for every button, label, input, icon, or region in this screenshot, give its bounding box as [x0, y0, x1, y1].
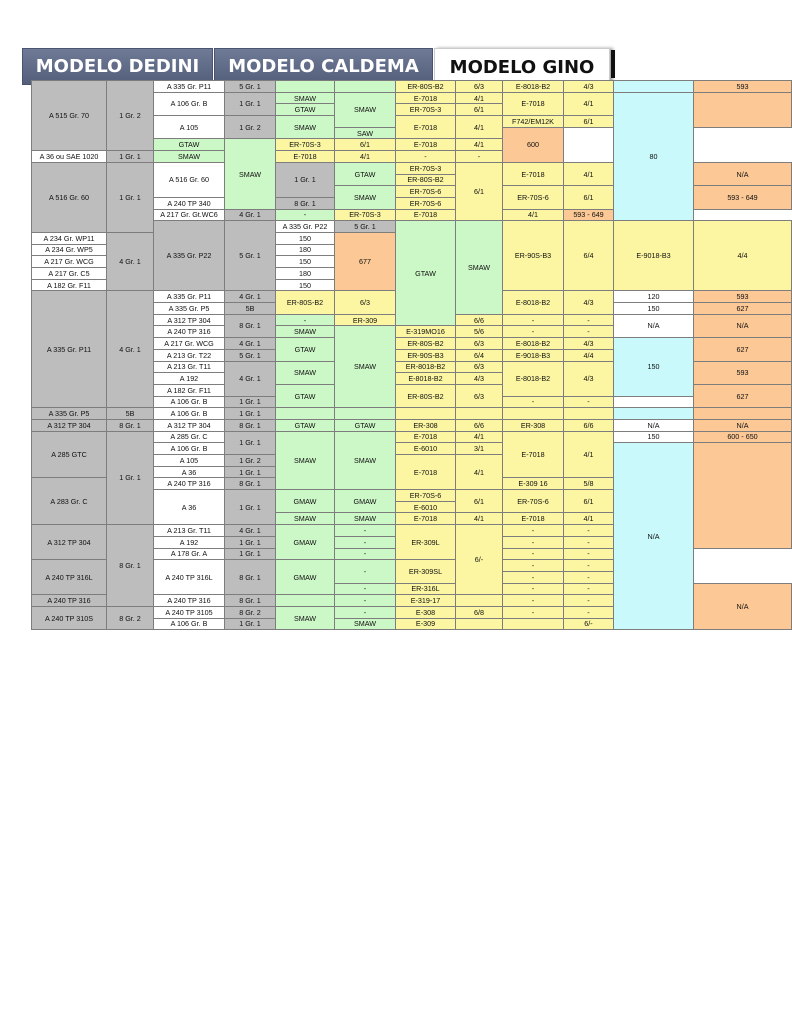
table-cell: E-6010 [396, 501, 456, 513]
table-cell: E-7018 [396, 513, 456, 525]
table-cell: 627 [694, 303, 792, 315]
table-cell: A 213 Gr. T11 [154, 525, 225, 537]
table-cell: - [503, 525, 564, 537]
table-cell: 1 Gr. 1 [225, 431, 276, 454]
table-cell: - [503, 326, 564, 338]
table-cell: - [503, 314, 564, 326]
table-cell [456, 408, 503, 420]
table-cell [694, 443, 792, 548]
table-cell: 1 Gr. 1 [225, 92, 276, 115]
table-cell: 8 Gr. 1 [225, 314, 276, 337]
table-row [32, 431, 792, 443]
table-cell: 6/1 [456, 162, 503, 220]
table-cell: SMAW [276, 116, 335, 139]
table-cell: - [564, 548, 614, 560]
table-cell: ER-70S-3 [276, 139, 335, 151]
table-cell: 150 [276, 256, 335, 268]
table-cell: 6/6 [564, 419, 614, 431]
table-cell: E-7018 [503, 162, 564, 185]
table-cell: E-7018 [396, 455, 456, 490]
table-cell: 8 Gr. 1 [107, 525, 154, 607]
table-cell: 150 [614, 338, 694, 396]
table-cell: 3/1 [456, 443, 503, 455]
table-cell: E-7018 [396, 116, 456, 139]
table-cell: A 234 Gr. WP11 [32, 232, 107, 244]
table-cell: - [503, 548, 564, 560]
table-cell: GTAW [396, 221, 456, 326]
table-cell: A 240 TP 340 [154, 197, 225, 209]
table-cell: SMAW [276, 92, 335, 104]
table-cell: SMAW [335, 618, 396, 630]
table-cell: A 335 Gr. P11 [154, 291, 225, 303]
table-cell: - [564, 396, 614, 408]
table-cell [456, 618, 503, 630]
table-cell: A 240 TP 316 [154, 595, 225, 607]
table-cell: - [396, 151, 456, 163]
tab-modelo-dedini[interactable]: MODELO DEDINI [22, 48, 213, 85]
table-cell: GTAW [154, 139, 225, 151]
table-cell: 4/4 [694, 221, 792, 291]
table-cell: A 515 Gr. 70 [32, 81, 107, 151]
table-cell: E-7018 [396, 431, 456, 443]
table-cell: E-7018 [503, 431, 564, 478]
table-cell: 6/- [564, 618, 614, 630]
table-cell: 4 Gr. 1 [225, 338, 276, 350]
table-cell: 4/3 [564, 291, 614, 314]
table-cell: - [276, 209, 335, 221]
table-cell: 1 Gr. 1 [225, 466, 276, 478]
table-cell: 4/3 [456, 373, 503, 385]
table-cell: 593 - 649 [694, 186, 792, 209]
table-cell: A 335 Gr. P5 [154, 303, 225, 315]
table-cell: 4/1 [456, 455, 503, 490]
table-cell: ER-309L [396, 525, 456, 560]
table-cell: E-8018-B2 [396, 373, 456, 385]
table-cell: SMAW [276, 431, 335, 489]
table-cell: A 516 Gr. 60 [154, 162, 225, 197]
table-cell: 600 - 650 [694, 431, 792, 443]
table-cell: - [564, 606, 614, 618]
table-cell: 6/4 [564, 221, 614, 291]
table-cell: 6/1 [564, 186, 614, 209]
table-cell: E-308 [396, 606, 456, 618]
table-cell: 8 Gr. 1 [225, 419, 276, 431]
table-cell: E-309 [396, 618, 456, 630]
table-cell: N/A [614, 314, 694, 337]
table-cell [694, 408, 792, 420]
table-cell: A 240 TP 3105 [154, 606, 225, 618]
table-cell: 4/1 [456, 139, 503, 151]
table-cell: 593 [694, 361, 792, 384]
table-cell: N/A [694, 419, 792, 431]
table-cell: 1 Gr. 1 [225, 490, 276, 525]
table-cell [503, 618, 564, 630]
table-cell: A 240 TP 316L [154, 560, 225, 595]
table-cell: 8 Gr. 1 [276, 197, 335, 209]
table-cell: A 105 [154, 455, 225, 467]
table-cell: E-7018 [503, 513, 564, 525]
table-cell: A 335 Gr. P11 [154, 81, 225, 93]
table-cell: SMAW [276, 326, 335, 338]
table-cell: SMAW [335, 326, 396, 408]
table-cell: A 213 Gr. T11 [154, 361, 225, 373]
table-cell: 6/- [456, 525, 503, 595]
table-cell: 6/3 [456, 338, 503, 350]
table-row [32, 419, 792, 431]
table-cell: 600 [503, 127, 564, 162]
table-cell: 6/3 [335, 291, 396, 314]
table-cell: A 335 Gr. P11 [32, 291, 107, 408]
table-cell: A 217 Gr. WCG [32, 256, 107, 268]
table-cell: 6/6 [456, 314, 503, 326]
table-cell: 6/3 [456, 361, 503, 373]
table-cell: 4 Gr. 1 [225, 291, 276, 303]
table-cell: 4/1 [564, 92, 614, 115]
table-cell: A 106 Gr. B [154, 396, 225, 408]
table-cell [276, 595, 335, 607]
table-cell: A 240 TP 316 [154, 326, 225, 338]
table-cell: SMAW [335, 92, 396, 127]
table-row [32, 408, 792, 420]
table-cell [276, 81, 335, 93]
table-cell [456, 595, 503, 607]
table-cell [614, 81, 694, 93]
table-cell [276, 408, 335, 420]
table-cell: GTAW [335, 419, 396, 431]
table-cell: 1 Gr. 1 [107, 162, 154, 232]
table-cell: E-7018 [503, 92, 564, 115]
table-cell: 4/1 [564, 431, 614, 478]
table-cell: 5 Gr. 1 [225, 349, 276, 361]
table-cell: ER-309SL [396, 560, 456, 583]
table-cell: - [503, 560, 564, 572]
table-cell: - [503, 396, 564, 408]
table-cell: 593 [694, 81, 792, 93]
table-cell: N/A [614, 443, 694, 630]
table-cell: - [564, 525, 614, 537]
table-cell: SMAW [335, 186, 396, 209]
table-cell: SMAW [154, 151, 225, 163]
table-cell: 8 Gr. 1 [225, 478, 276, 490]
table-cell: A 106 Gr. B [154, 408, 225, 420]
table-cell: - [564, 536, 614, 548]
welding-spec-rows [32, 81, 792, 630]
table-cell [335, 408, 396, 420]
table-cell: 4 Gr. 1 [225, 525, 276, 537]
table-cell: 6/4 [456, 349, 503, 361]
table-cell: 4/1 [456, 431, 503, 443]
table-cell: A 240 TP 310S [32, 606, 107, 629]
table-cell: 4/1 [564, 513, 614, 525]
table-cell: 6/1 [335, 139, 396, 151]
table-cell: ER-308 [503, 419, 564, 431]
table-cell: E-8018-B2 [503, 361, 564, 396]
table-cell: SMAW [225, 139, 276, 209]
table-cell: 180 [276, 244, 335, 256]
table-cell: GTAW [276, 104, 335, 116]
table-cell: 1 Gr. 1 [107, 151, 154, 163]
table-cell: 5 Gr. 1 [335, 221, 396, 233]
table-cell: - [335, 583, 396, 595]
table-cell: A 285 GTC [32, 431, 107, 478]
table-cell: E-319-17 [396, 595, 456, 607]
table-cell: 5 Gr. 1 [225, 81, 276, 93]
table-cell: SMAW [276, 606, 335, 629]
table-cell: 6/1 [456, 104, 503, 116]
table-cell: ER-70S-6 [396, 197, 456, 209]
table-cell: ER-8018-B2 [396, 361, 456, 373]
table-cell: A 178 Gr. A [154, 548, 225, 560]
table-cell: 627 [694, 384, 792, 407]
table-cell: N/A [614, 419, 694, 431]
table-cell: A 516 Gr. 60 [32, 162, 107, 232]
table-cell: 1 Gr. 1 [225, 536, 276, 548]
table-cell: 1 Gr. 1 [276, 162, 335, 197]
table-cell: 677 [335, 232, 396, 290]
table-cell: - [503, 536, 564, 548]
table-cell: A 192 [154, 373, 225, 385]
table-cell [694, 92, 792, 127]
table-cell: ER-309 [335, 314, 396, 326]
table-cell: SMAW [276, 513, 335, 525]
table-cell: - [564, 595, 614, 607]
table-cell: 1 Gr. 2 [225, 455, 276, 467]
table-cell: E-8018-B2 [503, 338, 564, 350]
table-cell: SMAW [456, 221, 503, 315]
table-cell: 6/6 [456, 419, 503, 431]
table-cell: SMAW [335, 513, 396, 525]
table-cell [503, 408, 564, 420]
table-cell: E-7018 [276, 151, 335, 163]
table-cell: SAW [335, 127, 396, 139]
table-cell: GTAW [276, 419, 335, 431]
table-cell: GMAW [276, 525, 335, 560]
table-cell: 180 [276, 268, 335, 280]
table-cell [396, 408, 456, 420]
table-cell: 4 Gr. 1 [107, 232, 154, 290]
table-cell: - [335, 595, 396, 607]
table-cell: N/A [694, 162, 792, 185]
table-cell: A 285 Gr. C [154, 431, 225, 443]
welding-spec-sheet [31, 81, 758, 629]
table-cell: ER-308 [396, 419, 456, 431]
table-cell: A 335 Gr. P22 [154, 221, 225, 291]
table-cell: A 36 [154, 490, 225, 525]
table-cell: A 234 Gr. WP5 [32, 244, 107, 256]
table-cell: 1 Gr. 1 [225, 618, 276, 630]
tab-modelo-caldema[interactable]: MODELO CALDEMA [214, 48, 433, 85]
table-cell: ER-80S-B2 [396, 384, 456, 407]
table-cell: A 36 [154, 466, 225, 478]
table-cell: A 240 TP 316L [32, 560, 107, 595]
table-cell: - [564, 326, 614, 338]
table-cell: 5B [107, 408, 154, 420]
table-cell: - [335, 525, 396, 537]
table-cell: A 106 Gr. B [154, 443, 225, 455]
table-cell: 4 Gr. 1 [225, 209, 276, 221]
table-row [32, 81, 792, 93]
table-cell: A 36 ou SAE 1020 [32, 151, 107, 163]
table-cell: ER-70S-3 [335, 209, 396, 221]
table-cell: 627 [694, 338, 792, 361]
table-cell: ER-80S-B2 [396, 338, 456, 350]
table-cell: E-309 16 [503, 478, 564, 490]
table-cell: E-9018-B3 [614, 221, 694, 291]
table-cell: E-8018-B2 [503, 291, 564, 314]
table-cell: E-7018 [396, 92, 456, 104]
table-cell: 8 Gr. 2 [225, 606, 276, 618]
table-cell: 6/8 [456, 606, 503, 618]
table-cell: ER-70S-6 [396, 490, 456, 502]
table-cell: - [335, 536, 396, 548]
table-cell: A 312 TP 304 [154, 419, 225, 431]
table-cell: 4 Gr. 1 [107, 291, 154, 408]
table-cell: 1 Gr. 2 [225, 116, 276, 139]
table-cell: E-6010 [396, 443, 456, 455]
table-cell: 4/4 [564, 349, 614, 361]
table-cell: 1 Gr. 1 [225, 408, 276, 420]
table-cell: 1 Gr. 1 [225, 396, 276, 408]
table-cell [335, 81, 396, 93]
table-cell: 4/1 [456, 92, 503, 104]
table-cell: 150 [276, 232, 335, 244]
table-cell: - [335, 560, 396, 583]
table-cell: 150 [276, 279, 335, 291]
table-cell: A 240 TP 316 [32, 595, 107, 607]
table-cell: A 106 Gr. B [154, 618, 225, 630]
table-cell: A 335 Gr. P5 [32, 408, 107, 420]
table-cell: - [564, 571, 614, 583]
table-cell: 6/1 [564, 116, 614, 128]
table-cell: ER-70S-6 [396, 186, 456, 198]
table-cell: 1 Gr. 1 [107, 431, 154, 525]
table-cell: A 192 [154, 536, 225, 548]
welding-spec-table [31, 80, 792, 630]
table-cell: E-7018 [396, 209, 456, 221]
table-cell: - [456, 151, 503, 163]
table-cell: 4/3 [564, 81, 614, 93]
table-cell: 5/8 [564, 478, 614, 490]
table-cell: - [564, 560, 614, 572]
table-cell [564, 408, 614, 420]
table-cell: GTAW [276, 384, 335, 407]
table-cell: E-7018 [396, 139, 456, 151]
table-cell: 4/1 [335, 151, 396, 163]
table-cell: 6/1 [564, 490, 614, 513]
table-cell: GMAW [335, 490, 396, 513]
table-cell: A 213 Gr. T22 [154, 349, 225, 361]
table-cell: 593 - 649 [564, 209, 614, 221]
table-cell: 5/6 [456, 326, 503, 338]
tab-modelo-gino[interactable]: MODELO GINO [434, 48, 610, 85]
table-cell: 80 [614, 92, 694, 221]
table-cell: ER-80S-B2 [276, 291, 335, 314]
table-cell: 150 [614, 431, 694, 443]
table-cell: N/A [694, 583, 792, 630]
table-cell: 4/3 [564, 361, 614, 396]
table-cell: 8 Gr. 1 [225, 595, 276, 607]
tab-edge-marker [611, 50, 615, 78]
table-cell: A 182 Gr. F11 [154, 384, 225, 396]
table-cell: - [335, 606, 396, 618]
table-cell: ER-90S-B3 [396, 349, 456, 361]
table-cell: 4 Gr. 1 [225, 361, 276, 396]
table-cell: A 182 Gr. F11 [32, 279, 107, 291]
table-cell: 593 [694, 291, 792, 303]
table-cell: - [276, 314, 335, 326]
table-cell: A 106 Gr. B [154, 92, 225, 115]
table-cell: ER-90S-B3 [503, 221, 564, 291]
table-cell: ER-316L [396, 583, 456, 595]
table-cell: ER-80S-B2 [396, 81, 456, 93]
table-cell: 6/1 [456, 490, 503, 513]
table-cell: E-9018-B3 [503, 349, 564, 361]
table-cell: - [503, 595, 564, 607]
table-cell: A 217 Gr. Gt.WC6 [154, 209, 225, 221]
table-cell: ER-70S-6 [503, 186, 564, 209]
table-cell [614, 408, 694, 420]
table-cell: - [503, 606, 564, 618]
table-cell: 6/3 [456, 384, 503, 407]
table-cell: A 312 TP 304 [32, 525, 107, 560]
table-cell: - [503, 583, 564, 595]
table-cell: 1 Gr. 1 [225, 548, 276, 560]
table-cell: GTAW [335, 162, 396, 185]
table-cell: 1 Gr. 2 [107, 81, 154, 151]
table-cell: SMAW [276, 361, 335, 384]
table-cell: GMAW [276, 560, 335, 595]
table-cell: A 105 [154, 116, 225, 139]
table-cell: GTAW [276, 338, 335, 361]
table-cell: 4/1 [456, 513, 503, 525]
table-cell: ER-80S-B2 [396, 174, 456, 186]
table-cell: 6/3 [456, 81, 503, 93]
table-cell: 120 [614, 291, 694, 303]
table-cell: GMAW [276, 490, 335, 513]
table-cell: - [503, 571, 564, 583]
table-cell: A 283 Gr. C [32, 478, 107, 525]
table-cell: ER-70S-3 [396, 104, 456, 116]
table-cell: - [564, 314, 614, 326]
table-cell: 4/3 [564, 338, 614, 350]
table-cell: A 240 TP 316 [154, 478, 225, 490]
table-cell: 5B [225, 303, 276, 315]
table-cell: A 312 TP 304 [154, 314, 225, 326]
table-cell: E-319MO16 [396, 326, 456, 338]
table-cell: A 335 Gr. P22 [276, 221, 335, 233]
table-cell: A 312 TP 304 [32, 419, 107, 431]
table-cell: 4/1 [456, 116, 503, 139]
table-cell: 5 Gr. 1 [225, 221, 276, 291]
table-cell: 4/1 [564, 162, 614, 185]
table-cell: - [564, 583, 614, 595]
table-cell: 150 [614, 303, 694, 315]
table-cell: A 217 Gr. WCG [154, 338, 225, 350]
table-cell: N/A [694, 314, 792, 337]
table-cell: F742/EM12K [503, 116, 564, 128]
table-cell: 8 Gr. 2 [107, 606, 154, 629]
table-cell: ER-70S-6 [503, 490, 564, 513]
table-cell: 8 Gr. 1 [225, 560, 276, 595]
table-cell: A 217 Gr. C5 [32, 268, 107, 280]
table-cell: 8 Gr. 1 [107, 419, 154, 431]
table-cell: ER-70S-3 [396, 162, 456, 174]
table-cell: 4/1 [503, 209, 564, 221]
table-cell: E-8018-B2 [503, 81, 564, 93]
table-cell: SMAW [335, 431, 396, 489]
table-cell: - [335, 548, 396, 560]
